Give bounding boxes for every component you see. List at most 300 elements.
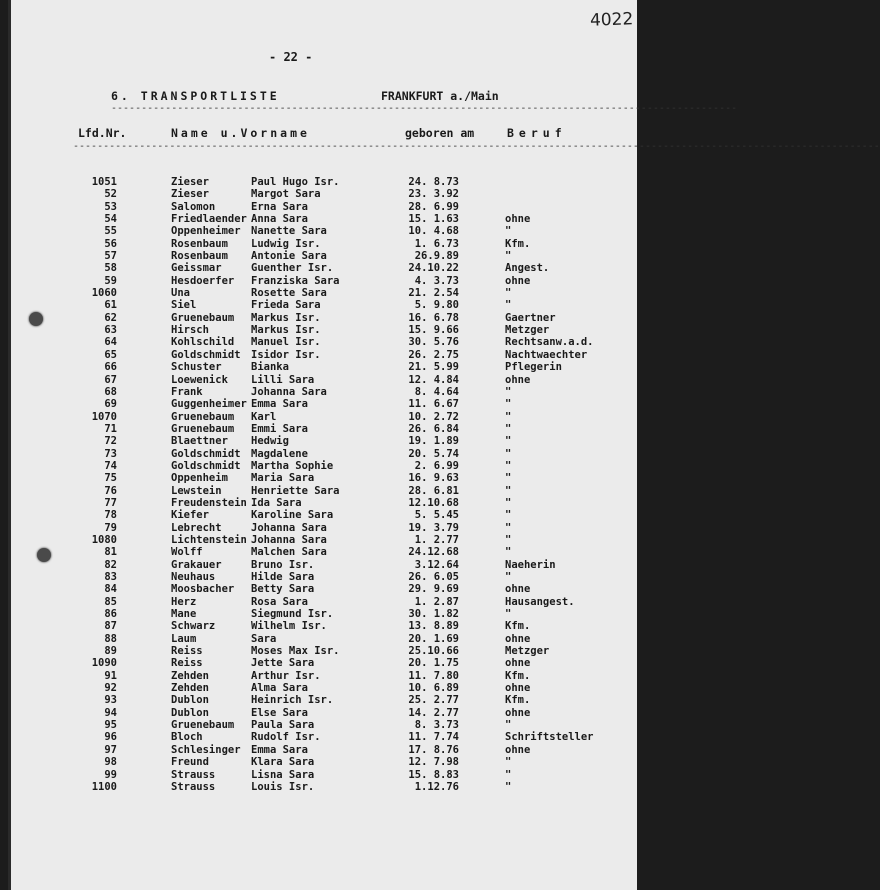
given-name: Emmi Sara	[251, 422, 308, 435]
given-name: Manuel Isr.	[251, 336, 321, 349]
entry-number: 96	[104, 731, 117, 744]
occupation: Naeherin	[505, 558, 556, 571]
surname: Kiefer	[171, 509, 209, 522]
birth-date: 16. 6.78	[408, 311, 459, 324]
birth-date: 21. 2.54	[408, 287, 459, 300]
occupation: Metzger	[505, 645, 550, 658]
entry-number: 83	[104, 571, 117, 583]
occupation: ohne	[505, 743, 531, 756]
entry-number: 69	[104, 398, 117, 411]
birth-date: 2. 6.99	[414, 459, 459, 472]
birth-date: 26. 6.84	[408, 422, 459, 435]
entry-number: 85	[104, 595, 117, 608]
table-row	[11, 485, 631, 497]
table-row	[11, 225, 631, 237]
entry-number: 1051	[91, 176, 117, 188]
entry-number: 84	[104, 583, 117, 596]
surname: Wolff	[171, 546, 203, 559]
table-row	[11, 250, 631, 262]
surname: Moosbacher	[171, 583, 235, 596]
occupation: ohne	[505, 682, 531, 695]
given-name: Johanna Sara	[251, 533, 327, 546]
given-name: Siegmund Isr.	[251, 608, 334, 621]
table-row	[11, 374, 631, 386]
table-row	[11, 188, 631, 200]
table-row	[11, 657, 631, 669]
birth-date: 5. 5.45	[414, 509, 459, 522]
surname: Kohlschild	[171, 336, 235, 349]
birth-date: 8. 4.64	[414, 385, 459, 398]
occupation: "	[505, 521, 512, 534]
entry-number: 66	[104, 361, 117, 374]
table-row	[11, 324, 631, 336]
occupation: "	[505, 287, 512, 300]
surname: Neuhaus	[171, 571, 216, 583]
table-row	[11, 781, 631, 793]
entry-number: 87	[104, 620, 117, 633]
occupation: Metzger	[505, 324, 550, 337]
given-name: Martha Sophie	[251, 459, 334, 472]
birth-date: 28. 6.81	[408, 484, 459, 497]
birth-date: 12. 7.98	[408, 756, 459, 769]
occupation: "	[505, 410, 512, 423]
birth-date: 8. 3.73	[414, 719, 459, 732]
given-name: Rudolf Isr.	[251, 731, 321, 744]
table-row	[11, 497, 631, 509]
entry-number: 59	[104, 274, 117, 287]
entry-number: 82	[104, 558, 117, 571]
entry-number: 52	[104, 188, 117, 201]
given-name: Ida Sara	[251, 496, 302, 509]
document-page	[8, 0, 880, 890]
entry-number: 1100	[91, 780, 117, 793]
entry-number: 54	[104, 213, 117, 226]
surname: Zehden	[171, 669, 209, 682]
given-name: Johanna Sara	[251, 385, 327, 398]
surname: Strauss	[171, 768, 216, 781]
surname: Una	[171, 287, 190, 300]
table-row	[11, 694, 631, 706]
occupation: ohne	[505, 373, 531, 386]
occupation: "	[505, 768, 512, 781]
table-row	[11, 633, 631, 645]
surname: Zehden	[171, 682, 209, 695]
surname: Hesdoerfer	[171, 274, 235, 287]
table-row	[11, 238, 631, 250]
birth-date: 3.12.64	[414, 558, 459, 571]
surname: Hirsch	[171, 324, 209, 337]
occupation: "	[505, 472, 512, 485]
transport-list-table	[11, 176, 631, 793]
given-name: Paula Sara	[251, 719, 315, 732]
given-name: Moses Max Isr.	[251, 645, 340, 658]
surname: Freudenstein	[171, 496, 247, 509]
birth-date: 1. 6.73	[414, 237, 459, 250]
entry-number: 88	[104, 632, 117, 645]
entry-number: 1070	[91, 410, 117, 423]
table-row	[11, 769, 631, 781]
occupation: "	[505, 533, 512, 546]
birth-date: 17. 8.76	[408, 743, 459, 756]
surname: Oppenheimer	[171, 225, 241, 238]
occupation: Nachtwaechter	[505, 348, 588, 361]
table-row	[11, 670, 631, 682]
occupation: "	[505, 225, 512, 238]
birth-date: 21. 5.99	[408, 361, 459, 374]
occupation: ohne	[505, 632, 531, 645]
given-name: Klara Sara	[251, 756, 315, 769]
birth-date: 24.12.68	[408, 546, 459, 559]
entry-number: 56	[104, 237, 117, 250]
birth-date: 29. 9.69	[408, 583, 459, 596]
table-row	[11, 682, 631, 694]
birth-date: 12. 4.84	[408, 373, 459, 386]
occupation: ohne	[505, 657, 531, 670]
birth-date: 30. 1.82	[408, 608, 459, 621]
birth-date: 11. 6.67	[408, 398, 459, 411]
surname: Friedlaender	[171, 213, 247, 226]
table-row	[11, 262, 631, 274]
birth-date: 26. 2.75	[408, 348, 459, 361]
entry-number: 72	[104, 435, 117, 448]
given-name: Hedwig	[251, 435, 289, 448]
occupation: "	[505, 608, 512, 621]
given-name: Markus Isr.	[251, 324, 321, 337]
entry-number: 86	[104, 608, 117, 621]
table-row	[11, 201, 631, 213]
entry-number: 1090	[91, 657, 117, 670]
surname: Rosenbaum	[171, 237, 228, 250]
entry-number: 95	[104, 719, 117, 732]
given-name: Else Sara	[251, 706, 308, 719]
surname: Dublon	[171, 706, 209, 719]
birth-date: 1. 2.87	[414, 595, 459, 608]
birth-date: 15. 8.83	[408, 768, 459, 781]
surname: Freund	[171, 756, 209, 769]
header-birthdate: geboren am	[405, 126, 475, 140]
surname: Herz	[171, 595, 197, 608]
surname: Zieser	[171, 176, 209, 188]
occupation: Angest.	[505, 262, 550, 275]
occupation: "	[505, 299, 512, 312]
birth-date: 11. 7.80	[408, 669, 459, 682]
entry-number: 78	[104, 509, 117, 522]
given-name: Emma Sara	[251, 398, 308, 411]
surname: Oppenheim	[171, 472, 228, 485]
surname: Gruenebaum	[171, 410, 235, 423]
surname: Bloch	[171, 731, 203, 744]
entry-number: 77	[104, 496, 117, 509]
occupation: "	[505, 435, 512, 448]
birth-date: 15. 1.63	[408, 213, 459, 226]
occupation: "	[505, 447, 512, 460]
occupation: ohne	[505, 583, 531, 596]
given-name: Louis Isr.	[251, 780, 315, 793]
entry-number: 75	[104, 472, 117, 485]
birth-date: 20. 1.69	[408, 632, 459, 645]
surname: Lewstein	[171, 484, 222, 497]
birth-date: 20. 1.75	[408, 657, 459, 670]
surname: Goldschmidt	[171, 459, 241, 472]
given-name: Bruno Isr.	[251, 558, 315, 571]
table-row	[11, 756, 631, 768]
entry-number: 94	[104, 706, 117, 719]
given-name: Wilhelm Isr.	[251, 620, 327, 633]
occupation: "	[505, 756, 512, 769]
birth-date: 5. 9.80	[414, 299, 459, 312]
entry-number: 61	[104, 299, 117, 312]
given-name: Margot Sara	[251, 188, 321, 201]
occupation: "	[505, 546, 512, 559]
table-row	[11, 435, 631, 447]
given-name: Paul Hugo Isr.	[251, 176, 340, 188]
given-name: Arthur Isr.	[251, 669, 321, 682]
given-name: Henriette Sara	[251, 484, 340, 497]
occupation: "	[505, 422, 512, 435]
birth-date: 25. 2.77	[408, 694, 459, 707]
given-name: Rosa Sara	[251, 595, 308, 608]
table-row	[11, 423, 631, 435]
header-underline: --------------------------------------------------------------------------------------------------------------------------------------	[73, 141, 880, 152]
given-name: Heinrich Isr.	[251, 694, 334, 707]
birth-date: 20. 5.74	[408, 447, 459, 460]
surname: Rosenbaum	[171, 250, 228, 263]
surname: Zieser	[171, 188, 209, 201]
entry-number: 71	[104, 422, 117, 435]
birth-date: 26. 6.05	[408, 571, 459, 583]
header-number: Lfd.Nr.	[78, 126, 127, 140]
title-underline: --------------------------------------------------------------------------------------------------------	[111, 103, 738, 114]
given-name: Erna Sara	[251, 200, 308, 213]
entry-number: 53	[104, 200, 117, 213]
table-row	[11, 731, 631, 743]
archive-number: 4022	[589, 9, 634, 31]
surname: Lichtenstein	[171, 533, 247, 546]
entry-number: 65	[104, 348, 117, 361]
header-name: Name u.Vorname	[171, 126, 310, 140]
entry-number: 91	[104, 669, 117, 682]
given-name: Ludwig Isr.	[251, 237, 321, 250]
occupation: "	[505, 571, 512, 583]
given-name: Lilli Sara	[251, 373, 315, 386]
birth-date: 25.10.66	[408, 645, 459, 658]
surname: Frank	[171, 385, 203, 398]
birth-date: 10. 2.72	[408, 410, 459, 423]
surname: Reiss	[171, 645, 203, 658]
given-name: Guenther Isr.	[251, 262, 334, 275]
entry-number: 79	[104, 521, 117, 534]
occupation: Kfm.	[505, 694, 531, 707]
table-row	[11, 448, 631, 460]
surname: Guggenheimer	[171, 398, 247, 411]
occupation: ohne	[505, 706, 531, 719]
birth-date: 16. 9.63	[408, 472, 459, 485]
birth-date: 13. 8.89	[408, 620, 459, 633]
birth-date: 10. 6.89	[408, 682, 459, 695]
occupation: Kfm.	[505, 237, 531, 250]
table-row	[11, 460, 631, 472]
surname: Goldschmidt	[171, 447, 241, 460]
birth-date: 24. 8.73	[408, 176, 459, 188]
occupation: "	[505, 459, 512, 472]
occupation: Kfm.	[505, 669, 531, 682]
entry-number: 73	[104, 447, 117, 460]
birth-date: 11. 7.74	[408, 731, 459, 744]
given-name: Markus Isr.	[251, 311, 321, 324]
occupation: "	[505, 398, 512, 411]
occupation: "	[505, 496, 512, 509]
entry-number: 64	[104, 336, 117, 349]
occupation: Gaertner	[505, 311, 556, 324]
birth-date: 24.10.22	[408, 262, 459, 275]
table-row	[11, 620, 631, 632]
table-row	[11, 608, 631, 620]
given-name: Johanna Sara	[251, 521, 327, 534]
occupation: Hausangest.	[505, 595, 575, 608]
given-name: Sara	[251, 632, 277, 645]
given-name: Magdalene	[251, 447, 308, 460]
entry-number: 98	[104, 756, 117, 769]
entry-number: 97	[104, 743, 117, 756]
occupation: Rechtsanw.a.d.	[505, 336, 594, 349]
birth-date: 1. 2.77	[414, 533, 459, 546]
surname: Strauss	[171, 780, 216, 793]
table-row	[11, 299, 631, 311]
occupation: "	[505, 780, 512, 793]
surname: Siel	[171, 299, 197, 312]
given-name: Bianka	[251, 361, 289, 374]
entry-number: 99	[104, 768, 117, 781]
entry-number: 92	[104, 682, 117, 695]
table-row	[11, 398, 631, 410]
occupation: Schriftsteller	[505, 731, 594, 744]
given-name: Lisna Sara	[251, 768, 315, 781]
birth-date: 14. 2.77	[408, 706, 459, 719]
surname: Gruenebaum	[171, 422, 235, 435]
surname: Gruenebaum	[171, 719, 235, 732]
given-name: Alma Sara	[251, 682, 308, 695]
birth-date: 12.10.68	[408, 496, 459, 509]
entry-number: 93	[104, 694, 117, 707]
table-row	[11, 744, 631, 756]
entry-number: 89	[104, 645, 117, 658]
occupation: "	[505, 250, 512, 263]
table-row	[11, 176, 631, 188]
entry-number: 81	[104, 546, 117, 559]
table-row	[11, 386, 631, 398]
birth-date: 23. 3.92	[408, 188, 459, 201]
surname: Gruenebaum	[171, 311, 235, 324]
table-row	[11, 361, 631, 373]
table-row	[11, 546, 631, 558]
given-name: Malchen Sara	[251, 546, 327, 559]
table-row	[11, 719, 631, 731]
surname: Salomon	[171, 200, 216, 213]
birth-date: 1.12.76	[414, 780, 459, 793]
surname: Grakauer	[171, 558, 222, 571]
occupation: "	[505, 385, 512, 398]
given-name: Franziska Sara	[251, 274, 340, 287]
birth-date: 4. 3.73	[414, 274, 459, 287]
table-row	[11, 411, 631, 423]
entry-number: 67	[104, 373, 117, 386]
surname: Schuster	[171, 361, 222, 374]
surname: Blaettner	[171, 435, 228, 448]
table-row	[11, 213, 631, 225]
surname: Mane	[171, 608, 197, 621]
surname: Geissmar	[171, 262, 222, 275]
table-row	[11, 472, 631, 484]
header-occupation: Beruf	[507, 126, 567, 140]
entry-number: 57	[104, 250, 117, 263]
given-name: Karoline Sara	[251, 509, 334, 522]
given-name: Nanette Sara	[251, 225, 327, 238]
title-transport-list: 6. TRANSPORTLISTE	[111, 89, 280, 103]
birth-date: 15. 9.66	[408, 324, 459, 337]
given-name: Jette Sara	[251, 657, 315, 670]
surname: Dublon	[171, 694, 209, 707]
table-row	[11, 571, 631, 583]
table-row	[11, 509, 631, 521]
entry-number: 74	[104, 459, 117, 472]
surname: Reiss	[171, 657, 203, 670]
given-name: Frieda Sara	[251, 299, 321, 312]
surname: Loewenick	[171, 373, 228, 386]
table-row	[11, 583, 631, 595]
surname: Schwarz	[171, 620, 216, 633]
table-row	[11, 336, 631, 348]
table-row	[11, 522, 631, 534]
given-name: Hilde Sara	[251, 571, 315, 583]
entry-number: 1080	[91, 533, 117, 546]
birth-date: 19. 1.89	[408, 435, 459, 448]
occupation: "	[505, 484, 512, 497]
entry-number: 62	[104, 311, 117, 324]
given-name: Anna Sara	[251, 213, 308, 226]
table-row	[11, 287, 631, 299]
occupation: "	[505, 719, 512, 732]
table-row	[11, 312, 631, 324]
table-row	[11, 275, 631, 287]
table-row	[11, 707, 631, 719]
surname: Schlesinger	[171, 743, 241, 756]
given-name: Rosette Sara	[251, 287, 327, 300]
table-row	[11, 534, 631, 546]
birth-date: 28. 6.99	[408, 200, 459, 213]
occupation: ohne	[505, 274, 531, 287]
birth-date: 19. 3.79	[408, 521, 459, 534]
entry-number: 58	[104, 262, 117, 275]
table-row	[11, 349, 631, 361]
given-name: Isidor Isr.	[251, 348, 321, 361]
birth-date: 10. 4.68	[408, 225, 459, 238]
given-name: Betty Sara	[251, 583, 315, 596]
table-row	[11, 596, 631, 608]
entry-number: 1060	[91, 287, 117, 300]
occupation: ohne	[505, 213, 531, 226]
entry-number: 76	[104, 484, 117, 497]
given-name: Emma Sara	[251, 743, 308, 756]
occupation: Pflegerin	[505, 361, 562, 374]
page-number: - 22 -	[269, 50, 313, 64]
birth-date: 30. 5.76	[408, 336, 459, 349]
title-city: FRANKFURT a./Main	[381, 89, 499, 103]
surname: Lebrecht	[171, 521, 222, 534]
given-name: Maria Sara	[251, 472, 315, 485]
birth-date: 26.9.89	[414, 250, 459, 263]
occupation: "	[505, 509, 512, 522]
entry-number: 55	[104, 225, 117, 238]
